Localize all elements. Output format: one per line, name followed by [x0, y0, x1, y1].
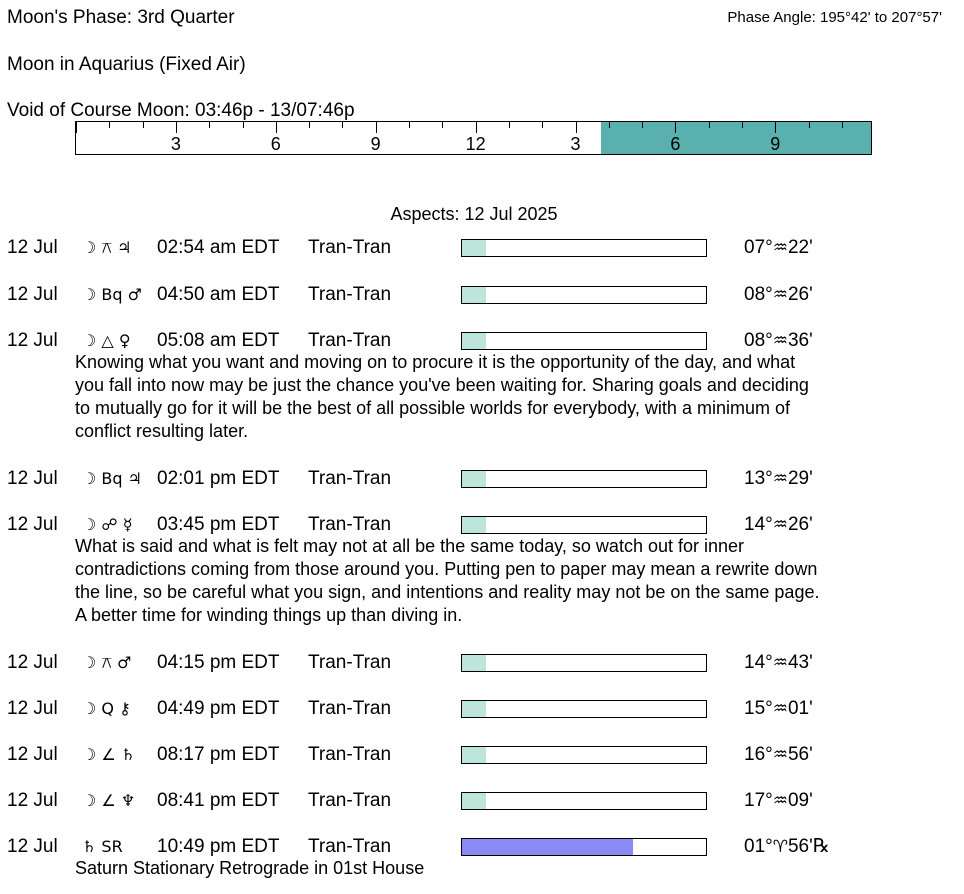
aspect-time: 03:45 pm EDT	[157, 514, 280, 535]
timeline-label: 3	[570, 134, 581, 154]
aspect-row	[0, 743, 964, 767]
aspect-row	[0, 651, 964, 675]
aspect-row	[0, 283, 964, 307]
aspect-glyphs: ☽ ⚻ ♂	[82, 653, 132, 672]
aspect-row	[0, 329, 964, 353]
aspects-title: Aspects: 12 Jul 2025	[390, 204, 558, 224]
phase-angle: Phase Angle: 195°42' to 207°57'	[727, 9, 942, 26]
aspect-strength-fill	[462, 240, 486, 256]
position-minutes: 36'	[787, 330, 813, 351]
aspect-type: Tran-Tran	[308, 284, 392, 305]
aspect-date: 12 Jul	[7, 698, 58, 719]
aspect-type: Tran-Tran	[308, 790, 392, 811]
timeline-tick	[775, 122, 776, 133]
timeline-tick	[309, 122, 310, 128]
timeline-tick	[409, 122, 410, 128]
aspect-glyphs: ☽ ☍ ☿	[82, 515, 133, 534]
aspect-row	[0, 789, 964, 813]
aspect-position	[744, 236, 813, 260]
aspect-description	[75, 351, 945, 443]
position-degrees: 16°	[744, 744, 773, 765]
aspect-strength-bar	[461, 838, 707, 856]
aspect-position	[744, 467, 813, 491]
moon-phase: Moon's Phase: 3rd Quarter	[7, 7, 235, 28]
aspect-date: 12 Jul	[7, 284, 58, 305]
aspect-strength-fill	[462, 517, 486, 533]
aspect-strength-fill	[462, 839, 633, 855]
aspect-date: 12 Jul	[7, 514, 58, 535]
aspect-time: 10:49 pm EDT	[157, 836, 280, 857]
aspect-strength-bar	[461, 792, 707, 810]
aspect-time: 02:54 am EDT	[157, 237, 280, 258]
description-line: to mutually go for it will be the best of all possible worlds for everybody, with a minimum of	[75, 398, 790, 418]
timeline-tick	[243, 122, 244, 128]
aspect-strength-fill	[462, 287, 486, 303]
description-line: What is said and what is felt may not at all be the same today, so watch out for inner	[75, 536, 745, 556]
aspect-date: 12 Jul	[7, 836, 58, 857]
aspect-position	[744, 835, 830, 859]
timeline-tick	[342, 122, 343, 128]
aspect-date: 12 Jul	[7, 468, 58, 489]
aspect-date: 12 Jul	[7, 744, 58, 765]
timeline-tick	[642, 122, 643, 128]
position-degrees: 13°	[744, 468, 773, 489]
zodiac-sign-icon: ♈	[772, 837, 788, 857]
position-minutes: 29'	[787, 468, 813, 489]
timeline-label: 9	[770, 134, 781, 154]
position-degrees: 14°	[744, 652, 773, 673]
position-degrees: 01°	[744, 836, 773, 857]
timeline-tick	[609, 122, 610, 128]
void-of-course-timeline	[75, 121, 872, 155]
timeline-label: 12	[465, 134, 486, 154]
aspect-time: 04:49 pm EDT	[157, 698, 280, 719]
zodiac-sign-icon: ♒	[772, 653, 788, 673]
position-minutes: 26'	[787, 284, 813, 305]
aspect-type: Tran-Tran	[308, 468, 392, 489]
position-minutes: 56'	[787, 744, 813, 765]
aspect-type: Tran-Tran	[308, 744, 392, 765]
timeline-tick	[442, 122, 443, 128]
aspect-position	[744, 697, 813, 721]
aspect-strength-bar	[461, 470, 707, 488]
aspect-type: Tran-Tran	[308, 836, 392, 857]
aspect-glyphs: ☽ Q ⚷	[82, 699, 131, 718]
aspect-time: 02:01 pm EDT	[157, 468, 280, 489]
zodiac-sign-icon: ♒	[772, 238, 788, 258]
timeline-tick	[176, 122, 177, 133]
timeline-tick	[742, 122, 743, 128]
aspect-strength-bar	[461, 286, 707, 304]
aspect-glyphs: ☽ △ ♀	[82, 331, 131, 350]
description-line: you fall into now may be just the chance you've been waiting for. Sharing goals and deciding	[75, 375, 809, 395]
aspect-row	[0, 236, 964, 260]
description-line: A better time for winding things up than diving in.	[75, 605, 463, 625]
aspect-strength-bar	[461, 239, 707, 257]
aspect-type: Tran-Tran	[308, 330, 392, 351]
timeline-tick	[509, 122, 510, 128]
aspect-strength-bar	[461, 332, 707, 350]
aspect-row	[0, 835, 964, 859]
aspect-position	[744, 329, 813, 353]
aspect-strength-fill	[462, 793, 486, 809]
position-degrees: 17°	[744, 790, 773, 811]
position-degrees: 08°	[744, 330, 773, 351]
description-line: Saturn Stationary Retrograde in 01st House	[75, 858, 425, 878]
aspect-type: Tran-Tran	[308, 237, 392, 258]
zodiac-sign-icon: ♒	[772, 469, 788, 489]
aspect-description	[75, 535, 945, 627]
aspect-position	[744, 651, 813, 675]
position-minutes: 22'	[787, 237, 813, 258]
position-minutes: 09'	[787, 790, 813, 811]
aspect-strength-fill	[462, 655, 486, 671]
timeline-tick	[209, 122, 210, 128]
aspect-strength-fill	[462, 701, 486, 717]
aspect-date: 12 Jul	[7, 652, 58, 673]
aspect-strength-bar	[461, 516, 707, 534]
aspect-time: 08:17 pm EDT	[157, 744, 280, 765]
aspect-date: 12 Jul	[7, 790, 58, 811]
aspect-glyphs: ☽ ⚻ ♃	[82, 238, 132, 257]
description-line: contradictions coming from those around you. Putting pen to paper may mean a rewrite down	[75, 559, 818, 579]
aspect-glyphs: ☽ Bq ♃	[82, 469, 142, 488]
aspect-date: 12 Jul	[7, 237, 58, 258]
aspect-type: Tran-Tran	[308, 514, 392, 535]
timeline-tick	[842, 122, 843, 128]
aspect-type: Tran-Tran	[308, 698, 392, 719]
timeline-tick	[109, 122, 110, 128]
position-minutes: 56'℞	[787, 836, 830, 857]
aspect-glyphs: ☽ ∠ ♆	[82, 791, 136, 810]
aspect-time: 05:08 am EDT	[157, 330, 280, 351]
aspect-time: 08:41 pm EDT	[157, 790, 280, 811]
zodiac-sign-icon: ♒	[772, 699, 788, 719]
position-degrees: 08°	[744, 284, 773, 305]
aspect-position	[744, 283, 813, 307]
timeline-label: 3	[170, 134, 181, 154]
position-minutes: 43'	[787, 652, 813, 673]
zodiac-sign-icon: ♒	[772, 285, 788, 305]
zodiac-sign-icon: ♒	[772, 745, 788, 765]
timeline-label: 9	[370, 134, 381, 154]
timeline-tick	[376, 122, 377, 133]
aspect-row	[0, 467, 964, 491]
position-degrees: 14°	[744, 514, 773, 535]
aspect-glyphs: ☽ Bq ♂	[82, 285, 142, 304]
void-of-course: Void of Course Moon: 03:46p - 13/07:46p	[7, 100, 355, 121]
aspect-position	[744, 743, 813, 767]
aspect-type: Tran-Tran	[308, 652, 392, 673]
zodiac-sign-icon: ♒	[772, 791, 788, 811]
timeline-tick	[143, 122, 144, 128]
timeline-tick	[476, 122, 477, 133]
position-minutes: 01'	[787, 698, 813, 719]
aspect-row	[0, 513, 964, 537]
zodiac-sign-icon: ♒	[772, 331, 788, 351]
timeline-tick	[709, 122, 710, 128]
timeline-tick	[675, 122, 676, 133]
aspect-strength-fill	[462, 747, 486, 763]
zodiac-sign-icon: ♒	[772, 515, 788, 535]
timeline-label: 6	[270, 134, 281, 154]
aspect-strength-fill	[462, 333, 486, 349]
aspect-strength-bar	[461, 746, 707, 764]
position-degrees: 07°	[744, 237, 773, 258]
description-line: Knowing what you want and moving on to procure it is the opportunity of the day, and what	[75, 352, 796, 372]
timeline-tick	[576, 122, 577, 133]
timeline-label: 6	[670, 134, 681, 154]
aspect-description	[75, 857, 945, 880]
aspect-row	[0, 697, 964, 721]
aspect-time: 04:15 pm EDT	[157, 652, 280, 673]
aspect-glyphs: ♄ SR	[82, 837, 123, 856]
aspect-strength-bar	[461, 700, 707, 718]
description-line: the line, so be careful what you sign, and intentions and reality may not be on the same page.	[75, 582, 820, 602]
position-minutes: 26'	[787, 514, 813, 535]
position-degrees: 15°	[744, 698, 773, 719]
aspect-position	[744, 513, 813, 537]
timeline-tick	[76, 122, 77, 133]
moon-sign: Moon in Aquarius (Fixed Air)	[7, 54, 246, 75]
aspect-strength-fill	[462, 471, 486, 487]
timeline-tick	[276, 122, 277, 133]
aspect-strength-bar	[461, 654, 707, 672]
timeline-tick	[809, 122, 810, 128]
timeline-tick	[542, 122, 543, 128]
aspect-date: 12 Jul	[7, 330, 58, 351]
aspect-glyphs: ☽ ∠ ♄	[82, 745, 136, 764]
aspect-position	[744, 789, 813, 813]
aspect-time: 04:50 am EDT	[157, 284, 280, 305]
description-line: conflict resulting later.	[75, 421, 249, 441]
